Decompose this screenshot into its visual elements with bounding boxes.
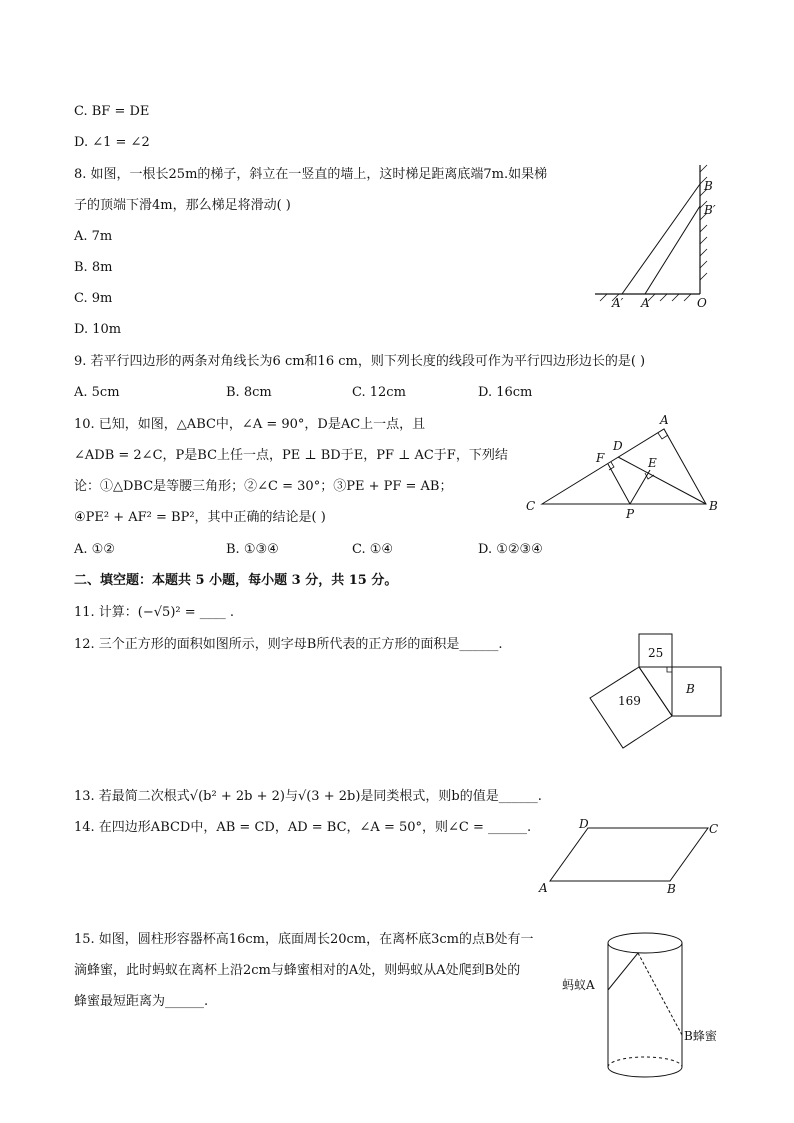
q8-stem-line1: 8. 如图，一根长25m的梯子，斜立在一竖直的墙上，这时梯足距离底端7m.如果梯 xyxy=(74,167,548,182)
cylinder-figure xyxy=(560,925,730,1085)
ladder-figure xyxy=(590,160,730,310)
tri-label-e: E xyxy=(648,456,657,470)
q10-stem-line1: 10. 已知，如图，△ABC中，∠A = 90°，D是AC上一点，且 xyxy=(74,417,426,432)
q10-option-a: A. ①② xyxy=(74,542,115,557)
q15-stem-line3: 蜂蜜最短距离为______. xyxy=(74,994,209,1009)
para-label-c: C xyxy=(709,822,719,836)
cylinder-label-ant: 蚂蚁A xyxy=(562,978,595,992)
q11-stem: 11. 计算：(−√5)² = ____ . xyxy=(74,605,235,620)
cylinder-label-honey: B蜂蜜 xyxy=(684,1029,717,1043)
square-label-169: 169 xyxy=(618,694,641,708)
q9-option-b: B. 8cm xyxy=(226,385,272,400)
q14-stem: 14. 在四边形ABCD中，AB = CD，AD = BC，∠A = 50°，则∠C = ______. xyxy=(74,820,532,835)
q9-option-a: A. 5cm xyxy=(74,385,120,400)
ladder-label-b: B xyxy=(704,179,713,193)
three-squares-figure xyxy=(585,630,730,750)
tri-label-b: B xyxy=(709,499,718,513)
section-2-heading: 二、填空题：本题共 5 小题，每小题 3 分，共 15 分。 xyxy=(74,573,398,588)
q8-option-d: D. 10m xyxy=(74,322,122,337)
q10-option-b: B. ①③④ xyxy=(226,542,279,557)
q10-stem-line4: ④PE² + AF² = BP²，其中正确的结论是( ) xyxy=(74,510,326,525)
q10-option-c: C. ①④ xyxy=(352,542,394,557)
q8-option-b: B. 8m xyxy=(74,260,113,275)
ladder-label-a-prime: A′ xyxy=(612,296,624,310)
q8-option-c: C. 9m xyxy=(74,291,113,306)
tri-label-a: A xyxy=(660,413,669,427)
tri-label-f: F xyxy=(596,451,605,465)
para-label-b: B xyxy=(667,882,676,896)
q15-stem-line1: 15. 如图，圆柱形容器杯高16cm，底面周长20cm，在离杯底3cm的点B处有一 xyxy=(74,932,534,947)
q8-stem-line2: 子的顶端下滑4m，那么梯足将滑动( ) xyxy=(74,198,291,213)
q13-stem: 13. 若最简二次根式√(b² + 2b + 2)与√(3 + 2b)是同类根式，则b的值是______. xyxy=(74,789,542,804)
q9-option-d: D. 16cm xyxy=(478,385,533,400)
para-label-a: A xyxy=(539,881,548,895)
q10-option-d: D. ①②③④ xyxy=(478,542,543,557)
para-label-d: D xyxy=(579,817,589,831)
q12-stem: 12. 三个正方形的面积如图所示，则字母B所代表的正方形的面积是______. xyxy=(74,637,503,652)
q7-option-c: C. BF = DE xyxy=(74,104,150,119)
q9-option-c: C. 12cm xyxy=(352,385,406,400)
tri-label-c: C xyxy=(526,499,536,513)
ladder-label-o: O xyxy=(697,296,707,310)
ladder-label-a: A xyxy=(641,296,650,310)
q9-stem: 9. 若平行四边形的两条对角线长为6 cm和16 cm，则下列长度的线段可作为平行四边形边长的是( ) xyxy=(74,354,646,369)
q8-option-a: A. 7m xyxy=(74,229,113,244)
triangle-abc-figure xyxy=(520,412,730,522)
q15-stem-line2: 滴蜂蜜，此时蚂蚁在离杯上沿2cm与蜂蜜相对的A处，则蚂蚁从A处爬到B处的 xyxy=(74,963,521,978)
parallelogram-figure xyxy=(535,815,725,895)
q10-stem-line2: ∠ADB = 2∠C，P是BC上任一点，PE ⊥ BD于E，PF ⊥ AC于F，下列结 xyxy=(74,448,508,463)
q10-stem-line3: 论：①△DBC是等腰三角形；②∠C = 30°；③PE + PF = AB； xyxy=(74,479,453,494)
tri-label-d: D xyxy=(613,439,623,453)
q7-option-d: D. ∠1 = ∠2 xyxy=(74,135,150,150)
square-label-25: 25 xyxy=(648,646,664,660)
tri-label-p: P xyxy=(626,507,635,521)
ladder-label-b-prime: B′ xyxy=(704,203,716,217)
square-label-b: B xyxy=(686,682,695,696)
